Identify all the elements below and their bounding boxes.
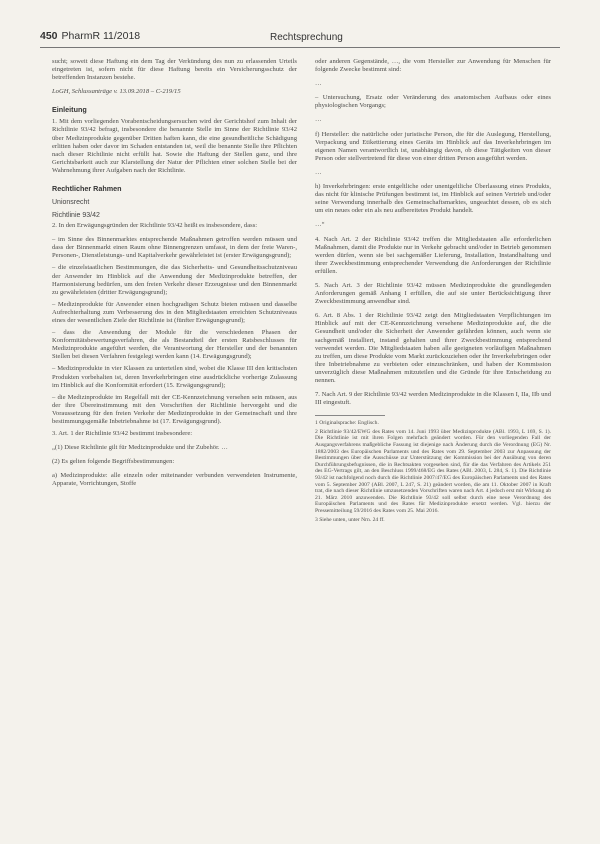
list-item: – dass die Anwendung der Module für die verschiedenen Phasen der Konformitätsbewertungsverfahren, die als Bestandteil der ersten Ratsbeschlusses für Medizinprodukte angeführt werden, die Verantwortung der Hersteller und der benannten Stellen bei diesen Verfahren festgelegt werden kann (14. Erwägungsgrund); [52, 329, 297, 361]
quote-1: „(1) Diese Richtlinie gilt für Medizinprodukte und ihr Zubehör. … [52, 444, 228, 452]
ellipsis: … [315, 80, 322, 88]
page-number: 450 PharmR 11/2018 [40, 30, 141, 42]
ellipsis: … [315, 168, 322, 176]
right-column [315, 58, 551, 525]
ellipsis: …“ [315, 221, 325, 229]
journal-name: PharmR 11/2018 [61, 30, 141, 42]
paragraph-1: 1. Mit dem vorliegenden Vorabentscheidungsersuchen wird der Gerichtshof zum Inhalt der Richtlinie 93/42 befragt, insbesondere die benannte Stelle im Sinne der Richtlinie 93/42 über Medizinprodukte gegenüber Dritten haften kann, die eine gesundheitliche Schädigung erlitten haben oder davor im Schaden entstanden ist, weil die benannte Stelle ihre Pflichten nach dieser Richtlinie nicht erfüllt hat. Sowie die Haftung der Stellen ganz, und ihre Gerichtsbarkeit auch zur Klarstellung der Natur der Pflichten einer solchen Stelle bei der Wahrnehmung ihrer Aufgaben nach der Richtlinie. [52, 118, 297, 174]
list-item: – Medizinprodukte für Anwender einen hochgradigen Schutz bieten müssen und dasselbe Aufrechterhaltung zum Verbesserung des in den Mitgliedstaaten erreichten Schutzniveaus eines der wesentlichen Ziele der Richtlinie ist (fünfter Erwägungsgrund); [52, 300, 297, 324]
left-column [52, 58, 297, 495]
footnote: 3 Siehe unten, unter Nrn. 24 ff. [315, 516, 385, 523]
intro-paragraph: sucht; soweit diese Haftung ein dem Tag der Verkündung des nun zu erlassenden Urteils eingetreten ist, sofern nicht für diese Haftung bereits ein Versicherungsschutz der betreffenden Instanzen bestehe. [52, 58, 297, 82]
heading-rechtlicher-rahmen: Rechtlicher Rahmen [52, 184, 122, 194]
paragraph-7: 7. Nach Art. 9 der Richtlinie 93/42 werden Medizinprodukte in die Klassen I, IIa, IIb und III eingestuft. [315, 391, 551, 407]
quote-3: a) Medizinprodukte: alle einzeln oder miteinander verbunden verwendeten Instrumente, Apparate, Vorrichtungen, Stoffe [52, 472, 297, 488]
list-item: – Medizinprodukte in vier Klassen zu unterteilen sind, wobei die Klasse III den kritischsten Produkten vorbehalten ist, deren Inverkehrbringen eine ausdrückliche vorherige Zulassung im Hinblick auf die Konformität erfordert (15. Erwägungsgrund); [52, 365, 297, 389]
page-header [40, 28, 560, 50]
quote-2: (2) Es gelten folgende Begriffsbestimmungen: [52, 458, 175, 466]
continued-text: oder anderen Gegenstände, …, die vom Hersteller zur Anwendung für Menschen für folgende Zwecke bestimmt sind: [315, 58, 551, 74]
heading-richtlinie: Richtlinie 93/42 [52, 212, 100, 220]
section-title: Rechtsprechung [270, 32, 343, 43]
list-item: – im Sinne des Binnenmarktes entsprechende Maßnahmen getroffen werden müssen und dass der Binnenmarkt einen Raum ohne Binnengrenzen umfasst, in dem der freie Waren-, Personen-, Dienstleistungs- und Kapitalverkehr gewährleistet ist (erster Erwägungsgrund); [52, 236, 297, 260]
footnote: 2 Richtlinie 93/42/EWG des Rates vom 14. Juni 1993 über Medizinprodukte (ABl. 1993, L 169, S. 1). Die Richtlinie ist mit ihren Folgen mehrfach geändert worden. Für den vorliegenden Fall der Ausgangsverfahrens maßgebliche Fassung ist diejenige nach Änderung durch die Verordnung (EG) Nr. 1882/2003 des Europäischen Parlaments und des Rates vom 29. September 2003 zur Anpassung der Bestimmungen über die Ausschüsse zur Unterstützung der Kommission bei der Ausübung von deren Durchführungsbefugnissen, die in Rechtsakten vorgesehen sind, für die das Verfahren des Artikels 251 des EG-Vertrags gilt, an den Beschluss 1999/468/EG des Rates (ABl. 2003, L 284, S. 1). Die Richtlinie 93/42 ist nachfolgend noch durch die Richtlinie 2007/47/EG des Europäischen Parlaments und des Rates vom 5. September 2007 (ABl. 2007, L 247, S. 21) geändert worden, die am 11. Oktober 2007 in Kraft trat, die nach dieser Richtlinie umzusetzenden Vorschriften waren nach Art. 4 jedoch erst mit Wirkung ab 21. März 2010 anzuwenden. Die Richtlinie 93/42 soll selbst durch eine neue Verordnung des Europäischen Parlaments und des Rates für Medizinprodukte ersetzt werden. Vgl. hierzu der Pressemitteilung 59/2016 des Rates vom 25. Mai 2016. [315, 428, 551, 514]
definition-item: – Untersuchung, Ersatz oder Veränderung des anatomischen Aufbaus oder eines physiologischen Vorgangs; [315, 94, 551, 110]
list-item: – die einzelstaatlichen Bestimmungen, die das Sicherheits- und Gesundheitsschutzniveau der Anwender im Hinblick auf die Anwendung der Medizinprodukte betreffen, der Harmonisierung bedürfen, um den freien Verkehr dieser Erzeugnisse und den Binnenmarkt zu gewährleisten (dritter Erwägungsgrund); [52, 264, 297, 296]
paragraph-2: 2. In den Erwägungsgründen der Richtlinie 93/42 heißt es insbesondere, dass: [52, 222, 258, 230]
case-citation: LoGH, Schlussanträge v. 13.09.2018 – C-219/15 [52, 88, 181, 96]
list-item: – die Medizinprodukte im Regelfall mit der CE-Kennzeichnung versehen sein müssen, aus der ihre Übereinstimmung mit den Vorschriften der Richtlinie hervorgeht und die Voraussetzung für den freien Verkehr der Medizinprodukte in der Gemeinschaft und ihre bestimmungsgemäße Inbetriebnahme ist (17. Erwägungsgrund). [52, 393, 297, 425]
ellipsis: … [315, 116, 322, 124]
header-rule [40, 47, 560, 48]
heading-unionsrecht: Unionsrecht [52, 199, 90, 207]
paragraph-3: 3. Art. 1 der Richtlinie 93/42 bestimmt insbesondere: [52, 430, 193, 438]
footnote: 1 Originalsprache: Englisch. [315, 420, 379, 427]
definition-hersteller: f) Hersteller: die natürliche oder juristische Person, die für die Auslegung, Herstellung, Verpackung und Etikettierung eines Geräts im Hinblick auf das Inverkehrbringen im eigenen Namen verantwortlich ist, unabhängig davon, ob diese Tätigkeiten von dieser Person oder stellvertretend für diese von einer dritten Person ausgeführt werden. [315, 130, 551, 162]
heading-einleitung: Einleitung [52, 105, 87, 115]
paragraph-4: 4. Nach Art. 2 der Richtlinie 93/42 treffen die Mitgliedstaaten alle erforderlichen Maßnahmen, damit die Produkte nur in Verkehr gebracht und/oder in Betrieb genommen werden dürfen, wenn sie bei sachgemäßer Lieferung, Installation, Instandhaltung und ihrer Zweckbestimmung entsprechender Verwendung die Anforderungen der Richtlinie erfüllen. [315, 235, 551, 275]
definition-inverkehrbringen: h) Inverkehrbringen: erste entgeltliche oder unentgeltliche Überlassung eines Produkts, das nicht für klinische Prüfungen bestimmt ist, im Hinblick auf seinen Vertrieb und/oder seine Verwendung innerhalb des Gemeinschaftsmarktes, ungeachtet dessen, ob es sich um ein neues oder ein als neu aufbereitetes Produkt handelt. [315, 183, 551, 215]
paragraph-6: 6. Art. 8 Abs. 1 der Richtlinie 93/42 zeigt den Mitgliedstaaten Verpflichtungen im Hinblick auf mit der CE-Kennzeichnung versehene Medizinprodukte auf, die die Gesundheit und/oder die Sicherheit der Anwender gefährden können, auch wenn sie sachgemäß installiert, instand gehalten und ihrer Zweckbestimmung entsprechend verwendet werden. Die Mitgliedstaaten haben alle geeigneten vorläufigen Maßnahmen zu treffen, um diese Produkte vom Markt zurückzuziehen oder ihr Inverkehrbringen oder ihre Inbetriebnahme zu verbieten oder einzuschränken, und haben der Kommission unverzüglich diese Maßnahmen mitzuteilen und die Gründe für ihre Entscheidung zu nennen. [315, 312, 551, 384]
footnote-rule [315, 415, 385, 416]
paragraph-5: 5. Nach Art. 3 der Richtlinie 93/42 müssen Medizinprodukte die grundlegenden Anforderungen gemäß Anhang I erfüllen, die auf sie unter Berücksichtigung ihrer Zweckbestimmung anwendbar sind. [315, 281, 551, 306]
